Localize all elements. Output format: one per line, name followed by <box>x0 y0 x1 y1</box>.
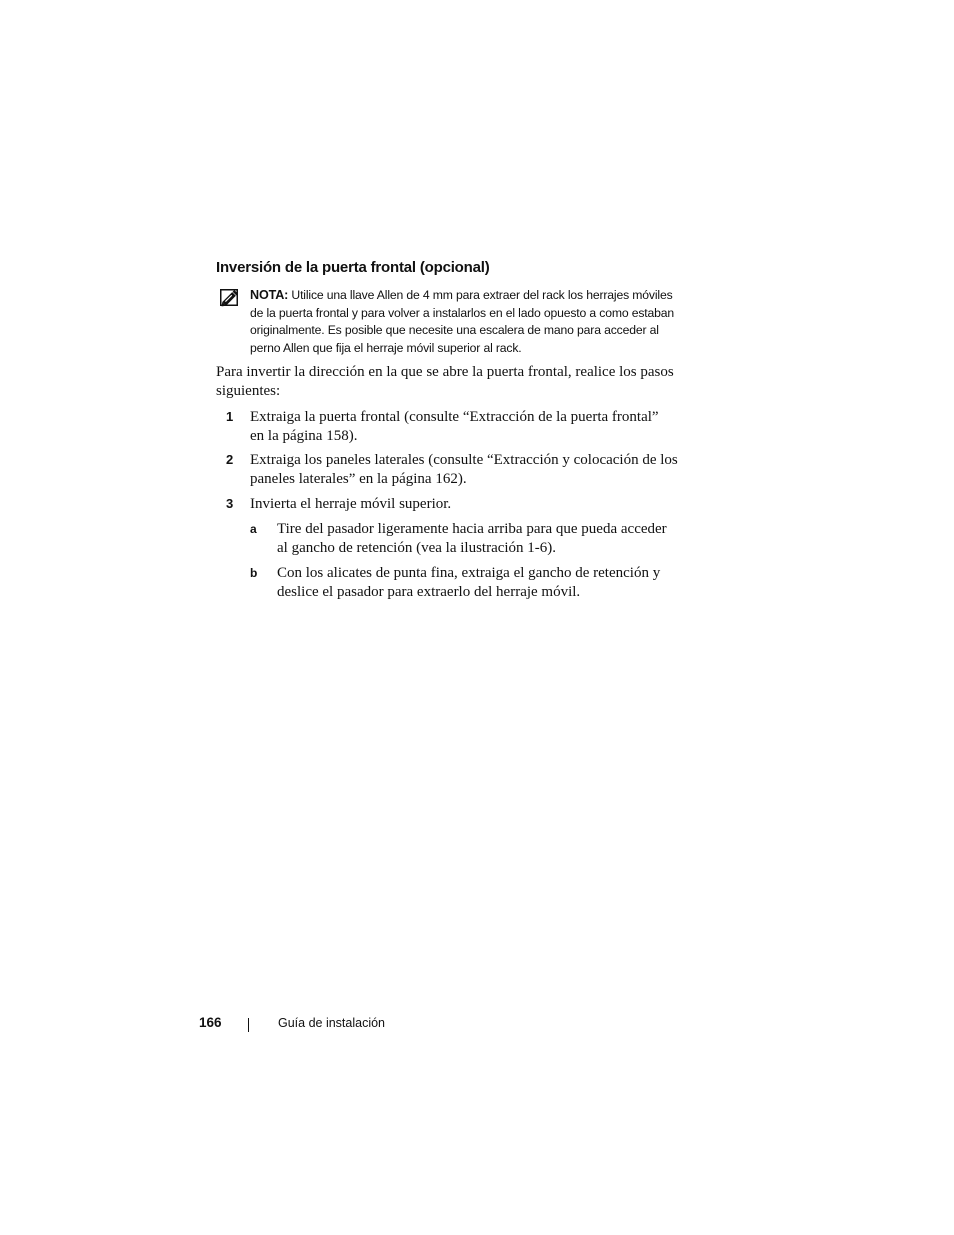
step-text: Extraiga la puerta frontal (consulte “Extracción de la puerta frontal” en la página 158). <box>250 409 659 444</box>
step-number: 2 <box>226 452 234 467</box>
intro-line: siguientes: <box>216 383 281 399</box>
intro-paragraph <box>216 363 716 401</box>
note-line: NOTA: Utilice una llave Allen de 4 mm para extraer del rack los herrajes móviles <box>250 288 673 302</box>
substep-letter: b <box>250 566 258 580</box>
intro-line: Para invertir la dirección en la que se abre la puerta frontal, realice los pasos <box>216 364 674 380</box>
section-heading: Inversión de la puerta frontal (opcional) <box>216 259 490 276</box>
substep-text: Con los alicates de punta fina, extraiga el gancho de retención y deslice el pasador para extraerlo del herraje móvil. <box>277 565 661 600</box>
note-line: originalmente. Es posible que necesite una escalera de mano para acceder al <box>250 323 659 337</box>
substep-letter: a <box>250 522 257 536</box>
note-label: NOTA: <box>250 288 289 302</box>
document-title: Guía de instalación <box>278 1016 386 1030</box>
page-number: 166 <box>199 1015 222 1030</box>
step-number: 3 <box>226 496 234 511</box>
step-number: 1 <box>226 409 234 424</box>
note-text <box>250 287 720 357</box>
pencil-note-icon <box>220 289 240 307</box>
step-text: Extraiga los paneles laterales (consulte “Extracción y colocación de los paneles laterales” en la página 162). <box>250 452 678 487</box>
step-text: Invierta el herraje móvil superior. <box>250 496 452 512</box>
note-line: de la puerta frontal y para volver a instalarlos en el lado opuesto a como estaban <box>250 305 675 320</box>
footer-divider <box>248 1018 249 1032</box>
substep-text: Tire del pasador ligeramente hacia arriba para que pueda acceder al gancho de retención (vea la ilustración 1-6). <box>277 521 667 556</box>
note-line: perno Allen que fija el herraje móvil superior al rack. <box>250 340 522 355</box>
